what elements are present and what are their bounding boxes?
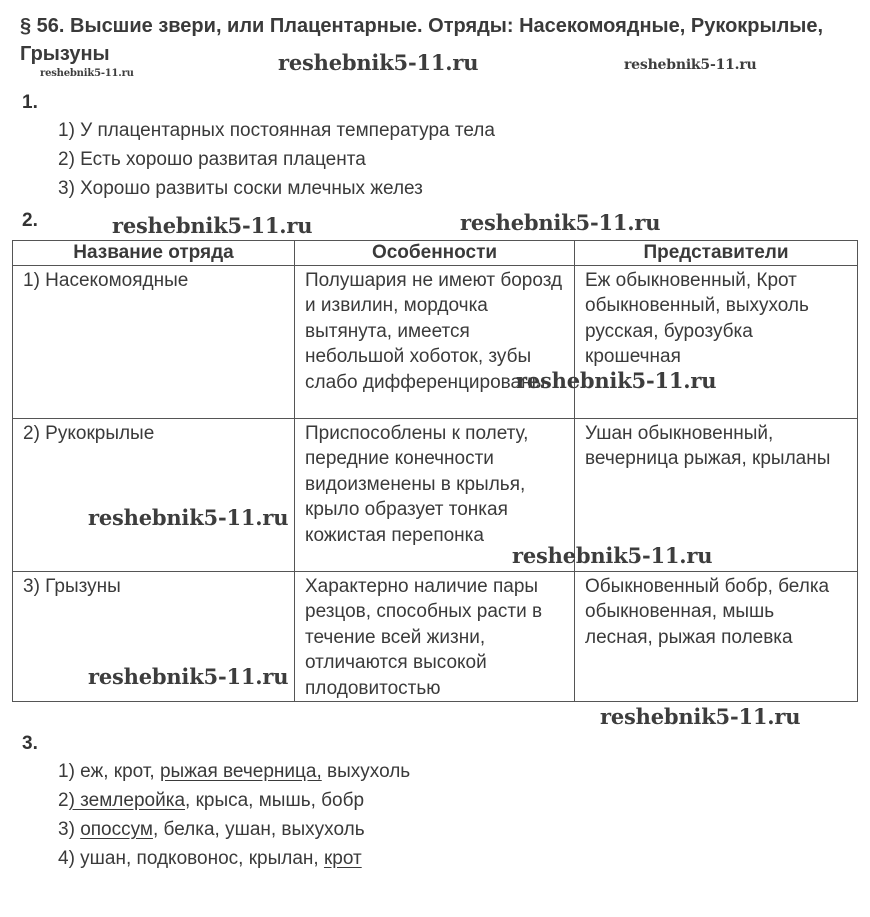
watermark: reshebnik5-11.ru (512, 543, 713, 568)
watermark: reshebnik5-11.ru (112, 213, 313, 238)
features-cell: Характерно наличие пары резцов, способных расти в течение всей жизни, отличаются высокой плодовитостью (295, 572, 575, 702)
task-3-number: 3. (22, 733, 38, 754)
line-text: 4) ушан, подковонос, крылан, (58, 848, 324, 869)
examples-cell: Ушан обыкновенный, вечерница рыжая, крыланы (575, 419, 858, 572)
watermark: reshebnik5-11.ru (40, 68, 134, 79)
underlined-answer: рыжая вечерница, (159, 761, 322, 782)
orders-table (12, 240, 858, 702)
task-3-line (58, 818, 365, 842)
underlined-answer: крот (323, 848, 362, 869)
watermark: reshebnik5-11.ru (88, 664, 289, 689)
task-1-item: 1) У плацентарных постоянная температура тела (58, 120, 495, 141)
line-text: выхухоль (321, 761, 411, 782)
task-1-item: 2) Есть хорошо развитая плацента (58, 149, 366, 170)
table-header-row (13, 241, 858, 266)
order-cell: 2) Рукокрылые (13, 419, 295, 572)
underlined-answer: опоссум (80, 819, 153, 840)
page-title: § 56. Высшие звери, или Плацентарные. Отряды: Насекомоядные, Рукокрылые, Грызуны (20, 15, 824, 65)
watermark: reshebnik5-11.ru (516, 368, 717, 393)
watermark: reshebnik5-11.ru (460, 210, 661, 235)
task-1-item: 3) Хорошо развиты соски млечных желез (58, 178, 423, 199)
task-2-number: 2. (22, 210, 38, 231)
line-text: , крыса, мышь, бобр (185, 790, 365, 811)
features-cell: Полушария не имеют борозд и извилин, мордочка вытянута, имеется небольшой хоботок, зубы слабо дифференцированы (295, 266, 575, 419)
watermark: reshebnik5-11.ru (600, 704, 801, 729)
examples-cell: Еж обыкновенный, Крот обыкновенный, выхухоль русская, бурозубка крошечная (575, 266, 858, 419)
order-cell: 1) Насекомоядные (13, 266, 295, 419)
table-row (13, 419, 858, 572)
examples-cell: Обыкновенный бобр, белка обыкновенная, мышь лесная, рыжая полевка (575, 572, 858, 702)
underlined-answer: ) землеройка (68, 790, 186, 811)
line-text: , белка, ушан, выхухоль (152, 819, 365, 840)
table-row (13, 266, 858, 419)
task-3-line (58, 789, 364, 813)
column-header-order: Название отряда (13, 241, 295, 266)
watermark: reshebnik5-11.ru (624, 57, 757, 73)
line-text: 1) еж, крот, (58, 761, 160, 782)
column-header-features: Особенности (295, 241, 575, 266)
line-text: 3) (58, 819, 81, 840)
task-1-number: 1. (22, 92, 38, 113)
column-header-examples: Представители (575, 241, 858, 266)
watermark: reshebnik5-11.ru (88, 505, 289, 530)
task-3-line (58, 760, 410, 784)
order-cell: 3) Грызуны (13, 572, 295, 702)
watermark: reshebnik5-11.ru (278, 50, 479, 75)
features-cell: Приспособлены к полету, передние конечности видоизменены в крылья, крыло образует тонкая кожистая перепонка (295, 419, 575, 572)
task-3-line (58, 847, 362, 871)
line-text: 2 (58, 790, 69, 811)
